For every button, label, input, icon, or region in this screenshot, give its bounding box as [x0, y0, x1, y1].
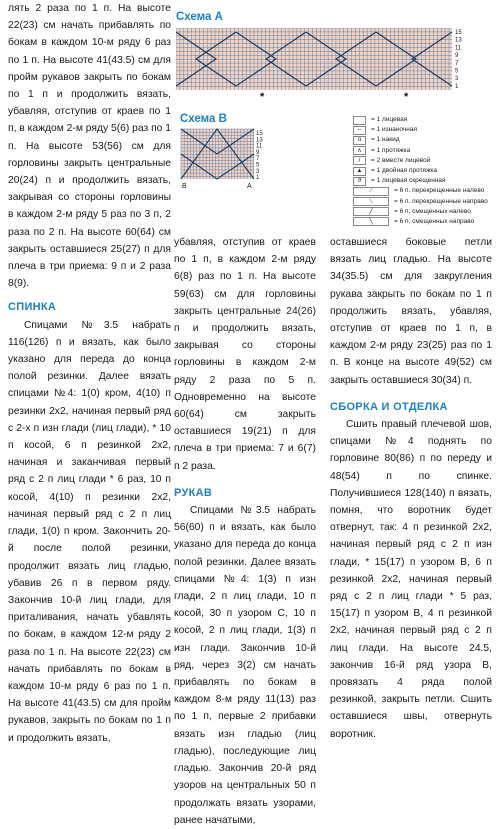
legend-item: ╱ = 6 п. смещенных налево	[353, 207, 498, 217]
legend-item: ╲ = 6 п. смещенных направо	[353, 217, 498, 227]
chart-row-number: 7	[455, 60, 459, 67]
chart-row-number: 1	[256, 175, 260, 182]
scheme-b-title: Схема В	[180, 113, 227, 125]
chart-row-number: 9	[256, 149, 260, 156]
sleeve-continuation-text: оставшиеся боковые петли вязать лиц гладью. На высоте 34(35.5) см для закругления рукава закрыть по бокам по 1 п продолжить вязать, убавляя, отступив от краев по 1 п, в каждом 2-м ряду 23(25) раз по 1 п. В конце на высоте 49(52) см закрыть оставшиеся 30(34) п.	[330, 237, 492, 386]
cable-left-symbol-icon: ⟋	[353, 187, 389, 196]
yarn-over-symbol-icon: o	[353, 136, 366, 145]
shift-right-symbol-icon: ╲	[353, 217, 389, 226]
legend-item: = 1 лицевая	[353, 115, 498, 125]
section-heading-sleeve: РУКАВ	[174, 486, 213, 499]
double-slip-symbol-icon: ▲	[353, 167, 366, 176]
svg-text:15131197531	[256, 131, 263, 181]
symbol-legend	[353, 115, 498, 227]
knit-symbol-icon	[353, 116, 366, 125]
legend-item: o = 1 накид	[353, 135, 498, 145]
back-continuation-text: убавляя, отступив от краев по 1 п, в каждом 2-м ряду 6(8) раз по 1 п. На высоте 59(63) см для горловины закрыть центральные 24(26) п и продолжить вязать, закрывая со стороны горловины в каждом 2-м ряду 2 раза по 5 п. Одновременно на высоте 60(64) см закрыть оставшиеся 19(21) п для плеча в три приема: 7 и 6(7) п 2 раза.	[174, 237, 316, 472]
chart-row-number: 11	[455, 45, 462, 52]
cable-right-symbol-icon: ⟍	[353, 197, 389, 206]
legend-item: ▲ = 1 двойная протяжка	[353, 166, 498, 176]
scheme-b-chart	[180, 128, 270, 190]
legend-item: ϑ = 1 лицевая скрещенная	[353, 176, 498, 186]
chart-row-number: 3	[455, 76, 459, 83]
shift-left-symbol-icon: ╱	[353, 207, 389, 216]
chart-row-number: 3	[256, 168, 260, 175]
scheme-b-label-right: А	[247, 183, 252, 190]
legend-item: ⟍ = 6 п. перекрещенные направо	[353, 197, 498, 207]
back-instructions-text: Спицами №3.5 набрать 116(126) п и вязать, как было указано для переда до конца полой резинки. Далее вязать спицами №4: 1(0) кром, 4(10) п резинки 2х2, начиная первый ряд с 2-х п изн глади (лиц глади), * 10 п косой, 6 п резинкой 2х2, начиная и заканчивая первый ряд с 2 п лиц глади * 6 раз, 10 п косой, 4(10) п резинки 2х2, начиная первый ряд с 2 п лиц глади, 1(0) п кром. Закончить 20-й после полой резинки, продолжит вязать лиц гладью, убавив 26 п в первом ряду. Закончив 10-й лиц глади, для приталивания, начать убавлять по бокам, в каждом 12-м ряду 2 раза по 1 п. На высоте 22(23) см начать прибавлять по бокам в каждом 10-м ряду 6 раз по 1 п. На высоте 41(43.5) см для пройм рукавов, закрыть по бокам по 1 п и продолжить вязать,	[8, 319, 171, 744]
scheme-a-marker-right: *	[404, 91, 409, 103]
chart-row-number: 7	[256, 156, 260, 163]
svg-text:15131197531	[455, 30, 462, 90]
purl-symbol-icon: –	[353, 126, 366, 135]
k2tog-symbol-icon: /	[353, 156, 366, 165]
legend-item: / = 2 вместе лицевой	[353, 156, 498, 166]
chart-row-number: 13	[455, 37, 462, 44]
section-heading-back: СПИНКА	[8, 301, 57, 314]
slip-symbol-icon: ∧	[353, 146, 366, 155]
legend-item: ∧ = 1 протяжка	[353, 146, 498, 156]
assembly-instructions-text: Сшить правый плечевой шов, спицами №4 поднять по горловине 80(86) п по переду и 48(54) п по спинке. Получившиеся 128(140) п вязать, помня, что воротник будет отвернут, так: 4 п резинкой 2х2, начиная первый ряд с 2 п изн глади, * 15(17) п узором В, 6 п резинкой 2х2, начиная первый ряд с 2 п лиц глади * 5 раз, 15(17) п узором В, 4 п резинкой 2х2, начиная первый ряд с 2 п лиц глади. На высоте 24.5, закончив 16-й ряд узора В, провязать 4 ряда полой резинкой, закрыть петли. Сшить оставшиеся швы, отвернуть воротник.	[330, 419, 492, 740]
legend-item: ⟋ = 6 п. перекрещенные налево	[353, 186, 498, 196]
sleeve-instructions-text: Спицами №3.5 набрать 56(60) п и вязать, как было указано для переда до конца полой резинки. Далее вязать спицами №4: 1(3) п изн глади, 2 п лиц глади, 10 п косой, 30 п узором С, 10 п косой, 2 п лиц глади, 1(3) п изн глади. Закончив 10-й ряд, через 3(2) см начать прибавлять по бокам в каждом 8-м ряду 11(13) раз по 1 п, первые 2 прибавки вязать изн гладью (лиц гладью), последующие лиц гладью. Закончив 20-й ряд узоров на центральных 50 п продолжать вязать узорами, ранее начатыми,	[174, 505, 316, 826]
text-column-3	[330, 234, 492, 743]
text-column-1	[8, 0, 171, 747]
chart-row-number: 15	[455, 30, 462, 36]
chart-row-number: 15	[256, 131, 263, 137]
chart-row-number: 1	[455, 83, 459, 90]
front-continuation-text: лять 2 раза по 1 п. На высоте 22(23) см начать прибавлять по бокам в каждом 10-м ряду 6 раз по 1 п. На высоте 41(43.5) см для пройм рукавов закрыть по бокам по 1 п и продолжить вязать, убавляя, отступив от краев по 1 п, в каждом 2-м ряду 5(6) раз по 1 п. На высоте 53(56) см для горловины закрыть центральные 20(24) п и продолжить вязать, закрывая со стороны горловины в каждом 2-м ряду 5 раз по 3 п, 2 раза по 2 п. На высоте 60(64) см закрыть оставшиеся 25(27) п для плеча в три приема: 9 п и 2 раза 8(9).	[8, 3, 171, 290]
chart-row-number: 11	[256, 143, 263, 150]
chart-row-number: 5	[455, 68, 459, 75]
text-column-2	[174, 234, 316, 829]
section-heading-assembly: СБОРКА И ОТДЕЛКА	[330, 400, 448, 413]
chart-row-number: 13	[256, 137, 263, 144]
chart-row-number: 9	[455, 53, 459, 60]
scheme-a-title: Схема А	[176, 11, 223, 23]
legend-item: – = 1 изнаночная	[353, 125, 498, 135]
chart-row-number: 5	[256, 162, 260, 169]
scheme-b-label-left: В	[182, 183, 187, 190]
twisted-knit-symbol-icon: ϑ	[353, 177, 366, 186]
scheme-a-chart	[176, 28, 476, 108]
scheme-a-marker-left: *	[260, 91, 265, 103]
